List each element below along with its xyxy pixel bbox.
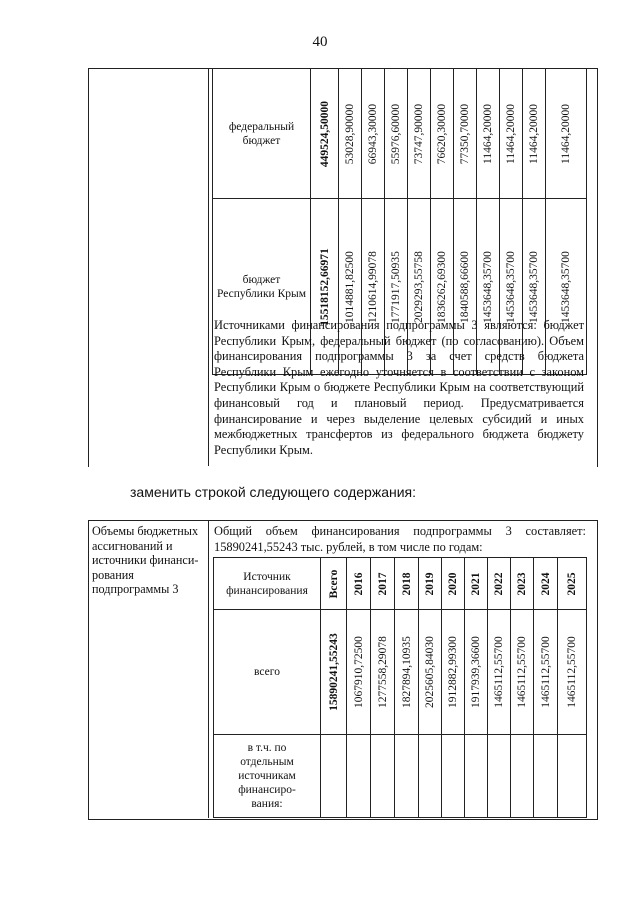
bottom-finance-table: [213, 557, 587, 818]
row-label-crimea: бюджет Республики Крым: [213, 199, 311, 375]
cell-year: 1465112,55700: [534, 610, 558, 735]
cell-empty: [534, 735, 558, 818]
cell-year: 2025605,84030: [419, 610, 442, 735]
cell-year: 11464,20000: [523, 69, 546, 199]
header-year: 2024: [534, 558, 558, 610]
cell-year: 1917939,36600: [465, 610, 488, 735]
replace-note: заменить строкой следующего содержания:: [130, 484, 417, 500]
cell-empty: [558, 735, 587, 818]
table-row: [214, 735, 587, 818]
cell-year: 76620,30000: [431, 69, 454, 199]
row-label-federal: федеральный бюджет: [213, 69, 311, 199]
cell-year: 1840588,66600: [454, 199, 477, 375]
cell-grand-total: 15890241,55243: [321, 610, 347, 735]
header-year: 2022: [488, 558, 511, 610]
header-year: 2023: [511, 558, 534, 610]
header-year: 2019: [419, 558, 442, 610]
row-label-by-source: в т.ч. по отдельным источникам финансиро-вания:: [214, 735, 321, 818]
bottom-inner-divider: [208, 520, 209, 818]
cell-year: 1067910,72500: [347, 610, 371, 735]
cell-year: 1465112,55700: [488, 610, 511, 735]
page-number: 40: [312, 34, 328, 50]
cell-empty: [511, 735, 534, 818]
budget-allocations-label: Объемы бюджетных ассигнований и источники финанси-рования подпрограммы 3: [92, 524, 199, 596]
cell-year: 1836262,69300: [431, 199, 454, 375]
total-funding-intro: Общий объем финансирования подпрограммы 3 составляет: 15890241,55243 тыс. рублей, в том числе по годам:: [214, 524, 586, 554]
header-year: 2020: [442, 558, 465, 610]
cell-year: 1465112,55700: [558, 610, 587, 735]
cell-total-federal: 449524,50000: [311, 69, 339, 199]
cell-empty: [419, 735, 442, 818]
header-year: 2018: [395, 558, 419, 610]
cell-year: 66943,30000: [362, 69, 385, 199]
cell-year: 1453648,35700: [546, 199, 587, 375]
cell-year: 1453648,35700: [500, 199, 523, 375]
header-source: Источник финансирования: [214, 558, 321, 610]
row-label-total: всего: [214, 610, 321, 735]
cell-empty: [395, 735, 419, 818]
cell-year: 1014881,82500: [339, 199, 362, 375]
header-year: 2016: [347, 558, 371, 610]
cell-year: 73747,90000: [408, 69, 431, 199]
cell-year: 1827894,10935: [395, 610, 419, 735]
table-row: [214, 610, 587, 735]
cell-total-crimea: 15518152,66971: [311, 199, 339, 375]
header-year: 2017: [371, 558, 395, 610]
cell-empty: [321, 735, 347, 818]
cell-year: 11464,20000: [546, 69, 587, 199]
top-inner-divider: [208, 68, 209, 466]
header-year: 2021: [465, 558, 488, 610]
cell-year: 1453648,35700: [523, 199, 546, 375]
cell-year: 1912882,99300: [442, 610, 465, 735]
cell-year: 11464,20000: [477, 69, 500, 199]
cell-year: 1277558,29078: [371, 610, 395, 735]
cell-year: 11464,20000: [500, 69, 523, 199]
cell-year: 1465112,55700: [511, 610, 534, 735]
table-header-row: [214, 558, 587, 610]
header-year: 2025: [558, 558, 587, 610]
cell-year: 1210614,99078: [362, 199, 385, 375]
cell-year: 1453648,35700: [477, 199, 500, 375]
cell-year: 1771917,50935: [385, 199, 408, 375]
cell-empty: [465, 735, 488, 818]
cell-empty: [347, 735, 371, 818]
cell-year: 53028,90000: [339, 69, 362, 199]
cell-year: 77350,70000: [454, 69, 477, 199]
table-row: [213, 69, 587, 199]
cell-empty: [371, 735, 395, 818]
cell-year: 55976,60000: [385, 69, 408, 199]
header-total: Всего: [321, 558, 347, 610]
cell-empty: [442, 735, 465, 818]
cell-empty: [488, 735, 511, 818]
funding-sources-paragraph: Источниками финансирования подпрограммы 3 являются: бюджет Республики Крым, федеральный бюджет (по согласованию). Объем финансирования подпрограммы 3 за счет средств бюджета Республики Крым ежегодно уточняется в соответствии с законом Республики Крым о бюджете Республики Крым на соответствующий финансовый год и плановый период. Предусматривается финансирование и через выделение целевых субсидий и иных межбюджетных трансфертов из федерального бюджета бюджету Республики Крым.: [214, 318, 584, 457]
cell-year: 2029293,55758: [408, 199, 431, 375]
